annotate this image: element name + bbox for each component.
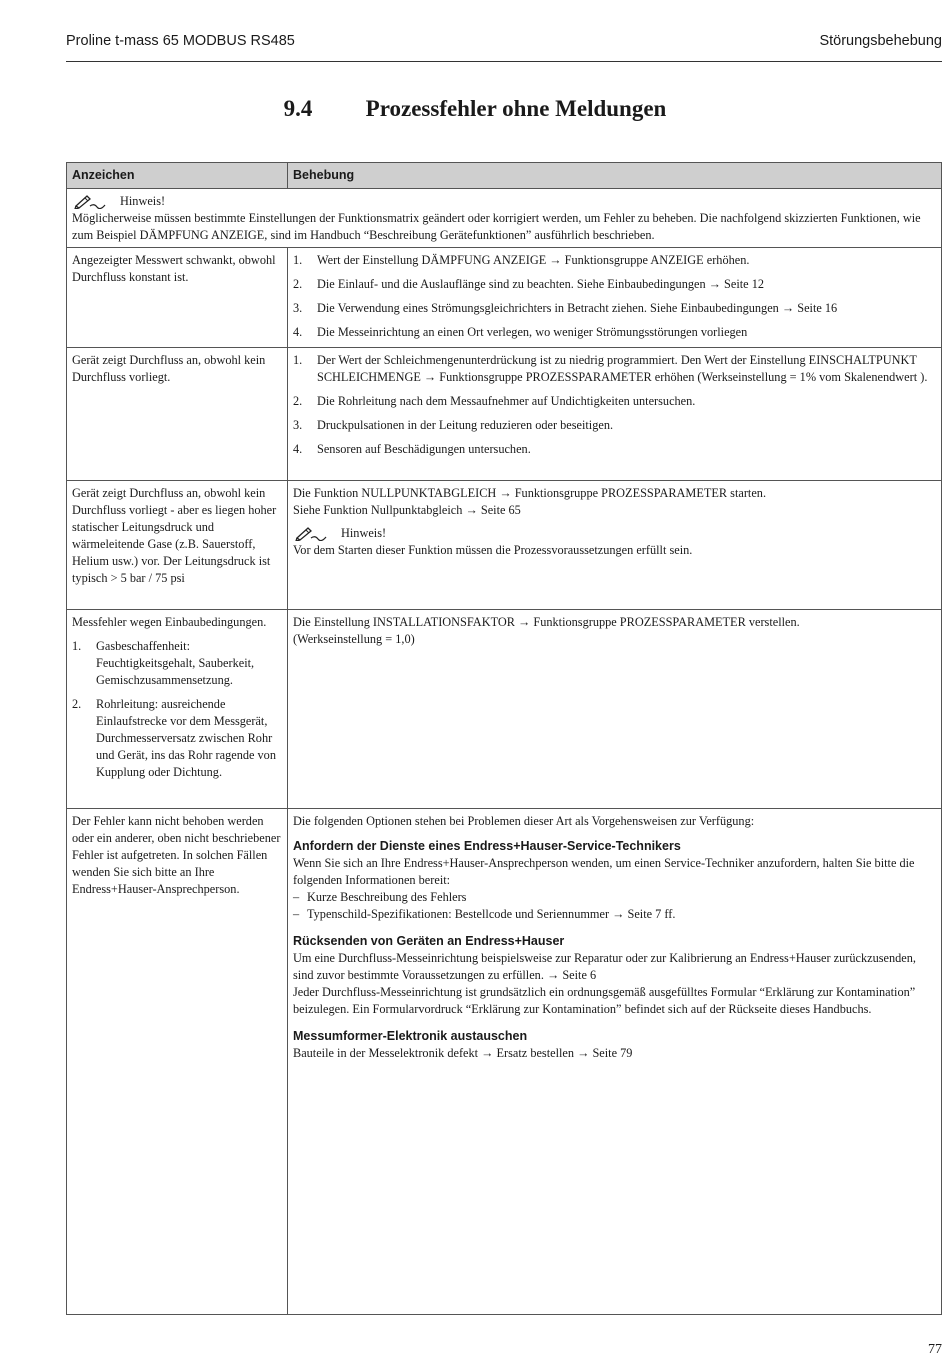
remedy-cell [288,610,942,809]
remedy-cell [288,348,942,481]
symptom-text: Messfehler wegen Einbaubedingungen. [72,615,267,629]
remedy-cell [288,809,942,1315]
return-text: Um eine Durchfluss-Messeinrichtung beispielsweise zur Reparatur oder zur Kalibrierung an Endress+Hauser zurückzusenden, sind zuvor bestimmte Voraussetzungen zu erfüllen. → Seite 6 [293,951,916,982]
remedy-steps [293,352,936,458]
list-item: – Typenschild-Spezifikationen: Bestellcode und Seriennummer → Seite 7 ff. [293,907,676,921]
table-header-row [67,163,942,189]
note-row [67,189,942,248]
note-hint [72,192,936,210]
list-item: 3. Die Verwendung eines Strömungsgleichrichters in Betracht ziehen. Siehe Einbaubedingungen → Seite 16 [293,301,838,315]
remedy-steps [293,252,936,341]
symptom-cell: Gerät zeigt Durchfluss an, obwohl kein Durchfluss vorliegt. [67,348,288,481]
table-row [67,348,942,481]
remedy-line: Die Funktion NULLPUNKTABGLEICH → Funktionsgruppe PROZESSPARAMETER starten. [293,486,767,500]
return-title: Rücksenden von Geräten an Endress+Hauser [293,934,565,948]
symptom-cell [67,610,288,809]
column-header-symptom: Anzeichen [67,163,288,189]
header-chapter-name: Störungsbehebung [819,33,942,49]
pencil-icon [72,193,108,209]
remedy-line: (Werkseinstellung = 1,0) [293,632,415,646]
list-item: 4. Die Messeinrichtung an einen Ort verlegen, wo weniger Strömungsstörungen vorliegen [293,325,748,339]
remedy-cell [288,248,942,348]
column-header-remedy: Behebung [288,163,942,189]
return-text-2: Jeder Durchfluss-Messeinrichtung ist grundsätzlich ein ordnungsgemäß ausgefülltes Formular “Erklärung zur Kontamination” beizulegen. Ein Formularvordruck “Erklärung zur Kontamination” befindet sich auf der Rückseite dieses Handbuchs. [293,985,916,1016]
remedy-cell [288,481,942,610]
page-number: 77 [928,1342,942,1357]
service-text: Wenn Sie sich an Ihre Endress+Hauser-Ansprechperson wenden, um einen Service-Techniker anzufordern, halten Sie bitte die folgenden Informationen bereit: [293,856,915,887]
table-row [67,809,942,1315]
section-title [0,96,950,122]
list-item: 2. Rohrleitung: ausreichende Einlaufstrecke vor dem Messgerät, Durchmesserversatz zwischen Rohr und Gerät, ins das Rohr ragende von Kupplung oder Dichtung. [72,697,276,779]
troubleshooting-table [66,162,942,1315]
exchange-title: Messumformer-Elektronik austauschen [293,1029,528,1043]
note-cell [67,189,942,248]
hint-label: Hinweis! [341,525,387,540]
list-item: 1. Wert der Einstellung DÄMPFUNG ANZEIGE → Funktionsgruppe ANZEIGE erhöhen. [293,253,750,267]
pencil-icon [293,525,329,541]
symptom-cell: Gerät zeigt Durchfluss an, obwohl kein Durchfluss vorliegt - aber es liegen hoher statischer Leitungsdruck und wärmeleitende Gase (z.B. Sauerstoff, Helium usw.) vor. Der Leitungsdruck ist typisch > 5 bar / 75 psi [67,481,288,610]
table-row [67,248,942,348]
page-header [66,33,942,62]
list-item: 4. Sensoren auf Beschädigungen untersuchen. [293,442,531,456]
remedy-line: Die Einstellung INSTALLATIONSFAKTOR → Funktionsgruppe PROZESSPARAMETER verstellen. [293,615,800,629]
service-title: Anfordern der Dienste eines Endress+Hauser-Service-Technikers [293,839,681,853]
note-text: Möglicherweise müssen bestimmte Einstellungen der Funktionsmatrix geändert oder korrigiert werden, um Fehler zu beheben. Die nachfolgend skizzierten Funktionen, wie zum Beispiel DÄMPFUNG ANZEIGE, sind im Handbuch “Beschreibung Gerätefunktionen” ausführlich beschrieben. [72,211,921,242]
list-item: 2. Die Einlauf- und die Auslauflänge sind zu beachten. Siehe Einbaubedingungen → Seite 12 [293,277,765,291]
cause-list [72,638,282,781]
note-label: Hinweis! [120,193,166,208]
section-title-text: Prozessfehler ohne Meldungen [365,96,667,121]
table-row [67,610,942,809]
remedy-hint [293,524,936,542]
service-list [293,889,936,923]
hint-text: Vor dem Starten dieser Funktion müssen die Prozessvoraussetzungen erfüllt sein. [293,543,693,557]
symptom-cell: Angezeigter Messwert schwankt, obwohl Durchfluss konstant ist. [67,248,288,348]
list-item: 1. Der Wert der Schleichmengenunterdrückung ist zu niedrig programmiert. Den Wert der Einstellung EINSCHALTPUNKT SCHLEICHMENGE → Funktionsgruppe PROZESSPARAMETER erhöhen (Werkseinstellung = 1% vom Skalenendwert ). [293,353,928,384]
table-row [67,481,942,610]
exchange-text: Bauteile in der Messelektronik defekt → Ersatz bestellen → Seite 79 [293,1046,633,1060]
remedy-line: Siehe Funktion Nullpunktabgleich → Seite 65 [293,503,521,517]
header-product-name: Proline t-mass 65 MODBUS RS485 [66,33,295,49]
list-item: – Kurze Beschreibung des Fehlers [293,890,467,904]
list-item: 2. Die Rohrleitung nach dem Messaufnehmer auf Undichtigkeiten untersuchen. [293,394,696,408]
remedy-intro: Die folgenden Optionen stehen bei Problemen dieser Art als Vorgehensweisen zur Verfügung: [293,814,755,828]
list-item: 3. Druckpulsationen in der Leitung reduzieren oder beseitigen. [293,418,614,432]
symptom-cell: Der Fehler kann nicht behoben werden oder ein anderer, oben nicht beschriebener Fehler ist aufgetreten. In solchen Fällen wenden Sie sich bitte an Ihre Endress+Hauser-Ansprechperson. [67,809,288,1315]
section-number: 9.4 [283,96,313,121]
list-item: 1. Gasbeschaffenheit: Feuchtigkeitsgehalt, Sauberkeit, Gemischzusammensetzung. [72,639,255,687]
